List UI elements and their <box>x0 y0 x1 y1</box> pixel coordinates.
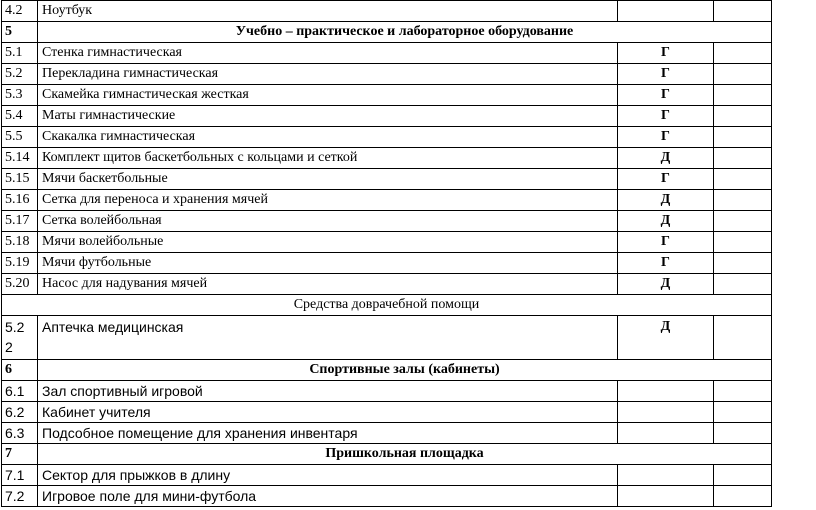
section-title: Средства доврачебной помощи <box>2 295 772 316</box>
row-note <box>714 43 772 64</box>
row-number: 5.5 <box>2 127 38 148</box>
row-note <box>714 64 772 85</box>
row-number: 5.19 <box>2 253 38 274</box>
row-name: Кабинет учителя <box>38 402 618 423</box>
table-row <box>2 1 772 22</box>
table-row <box>2 190 772 211</box>
row-name: Насос для надувания мячей <box>38 274 618 295</box>
table-row <box>2 169 772 190</box>
row-mark <box>618 1 714 22</box>
row-note <box>714 190 772 211</box>
row-number: 5.2 <box>2 64 38 85</box>
table-row <box>2 253 772 274</box>
table-row <box>2 423 772 444</box>
row-number: 5.3 <box>2 85 38 106</box>
row-number: 5.17 <box>2 211 38 232</box>
row-name: Стенка гимнастическая <box>38 43 618 64</box>
table-row <box>2 127 772 148</box>
row-mark: Д <box>618 274 714 295</box>
section-header-first-aid <box>2 295 772 316</box>
table-row <box>2 148 772 169</box>
table-row <box>2 85 772 106</box>
table-row <box>2 402 772 423</box>
row-mark: Г <box>618 85 714 106</box>
row-name: Мячи баскетбольные <box>38 169 618 190</box>
row-number: 5.16 <box>2 190 38 211</box>
row-note <box>714 106 772 127</box>
section-number: 5 <box>2 22 38 43</box>
row-number: 4.2 <box>2 1 38 22</box>
row-note <box>714 381 772 402</box>
row-name: Ноутбук <box>38 1 618 22</box>
row-name: Перекладина гимнастическая <box>38 64 618 85</box>
row-number: 5.14 <box>2 148 38 169</box>
row-number: 5.18 <box>2 232 38 253</box>
row-number <box>2 316 38 360</box>
row-note <box>714 127 772 148</box>
row-note <box>714 423 772 444</box>
row-mark: Г <box>618 106 714 127</box>
row-note <box>714 211 772 232</box>
row-name: Сектор для прыжков в длину <box>38 465 618 486</box>
row-name: Зал спортивный игровой <box>38 381 618 402</box>
row-note <box>714 232 772 253</box>
row-mark: Г <box>618 64 714 85</box>
row-mark: Г <box>618 43 714 64</box>
row-mark: Г <box>618 232 714 253</box>
section-title: Пришкольная площадка <box>38 444 772 465</box>
row-name: Подсобное помещение для хранения инвентаря <box>38 423 618 444</box>
row-number: 5.1 <box>2 43 38 64</box>
section-title: Спортивные залы (кабинеты) <box>38 360 772 381</box>
row-mark <box>618 423 714 444</box>
equipment-table <box>1 0 772 507</box>
table-row <box>2 465 772 486</box>
row-mark <box>618 381 714 402</box>
table-row <box>2 64 772 85</box>
table-row <box>2 211 772 232</box>
row-name: Мячи волейбольные <box>38 232 618 253</box>
row-mark: Д <box>618 148 714 169</box>
row-mark: Д <box>618 190 714 211</box>
row-number: 7.1 <box>2 465 38 486</box>
table-row <box>2 316 772 360</box>
row-mark: Г <box>618 127 714 148</box>
row-number: 5.15 <box>2 169 38 190</box>
section-header-7 <box>2 444 772 465</box>
table-row <box>2 232 772 253</box>
row-number: 6.3 <box>2 423 38 444</box>
row-note <box>714 402 772 423</box>
row-number-line2: 2 <box>5 339 13 355</box>
row-mark: Г <box>618 169 714 190</box>
table-row <box>2 106 772 127</box>
row-mark: Д <box>618 211 714 232</box>
row-number: 5.20 <box>2 274 38 295</box>
row-name: Скакалка гимнастическая <box>38 127 618 148</box>
row-number: 6.1 <box>2 381 38 402</box>
row-name: Аптечка медицинская <box>38 316 618 360</box>
row-number: 5.4 <box>2 106 38 127</box>
row-name: Маты гимнастические <box>38 106 618 127</box>
row-number: 6.2 <box>2 402 38 423</box>
row-name: Комплект щитов баскетбольных с кольцами и сеткой <box>38 148 618 169</box>
table-row <box>2 486 772 507</box>
row-name: Мячи футбольные <box>38 253 618 274</box>
row-mark: Г <box>618 253 714 274</box>
row-note <box>714 274 772 295</box>
section-header-6 <box>2 360 772 381</box>
row-name: Игровое поле для мини-футбола <box>38 486 618 507</box>
table-row <box>2 274 772 295</box>
section-header-5 <box>2 22 772 43</box>
row-note <box>714 148 772 169</box>
row-number: 7.2 <box>2 486 38 507</box>
row-name: Сетка волейбольная <box>38 211 618 232</box>
row-name: Скамейка гимнастическая жесткая <box>38 85 618 106</box>
row-mark: Д <box>618 316 714 360</box>
row-mark <box>618 465 714 486</box>
row-note <box>714 316 772 360</box>
row-mark <box>618 402 714 423</box>
row-mark <box>618 486 714 507</box>
row-note <box>714 85 772 106</box>
table-row <box>2 381 772 402</box>
row-note <box>714 169 772 190</box>
section-number: 7 <box>2 444 38 465</box>
table-row <box>2 43 772 64</box>
row-name: Сетка для переноса и хранения мячей <box>38 190 618 211</box>
row-note <box>714 1 772 22</box>
section-number: 6 <box>2 360 38 381</box>
section-title: Учебно – практическое и лабораторное оборудование <box>38 22 772 43</box>
row-number-line1: 5.2 <box>5 319 25 335</box>
row-note <box>714 253 772 274</box>
row-note <box>714 486 772 507</box>
row-note <box>714 465 772 486</box>
